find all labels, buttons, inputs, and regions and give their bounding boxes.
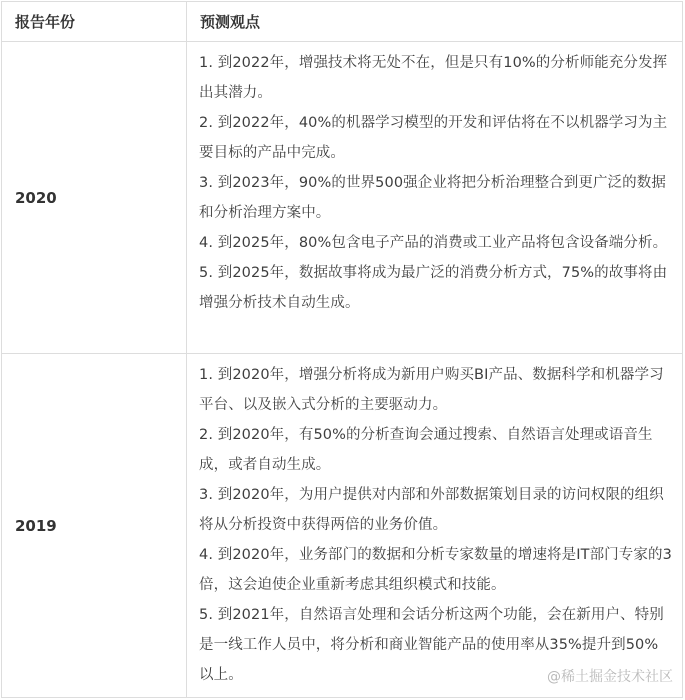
- watermark: @稀土掘金技术社区: [543, 666, 673, 686]
- table-row: [2, 42, 683, 354]
- prediction-item: 2. 到2022年，40%的机器学习模型的开发和评估将在不以机器学习为主要目标的产品中完成。: [199, 115, 668, 161]
- table-header-row: [2, 2, 683, 42]
- header-report-year: 报告年份: [2, 2, 187, 42]
- prediction-item: 5. 到2025年，数据故事将成为最广泛的消费分析方式，75%的故事将由增强分析技术自动生成。: [199, 265, 668, 311]
- prediction-item: 2. 到2020年，有50%的分析查询会通过搜索、自然语言处理或语音生成，或者自动生成。: [199, 427, 653, 473]
- prediction-item: 5. 到2021年，自然语言处理和会话分析这两个功能，会在新用户、特别是一线工作人员中，将分析和商业智能产品的使用率从35%提升到50%以上。: [199, 607, 664, 683]
- predictions-cell: [187, 354, 683, 698]
- header-predictions: 预测观点: [187, 2, 683, 42]
- year-cell: 2019: [2, 354, 187, 698]
- prediction-item: 1. 到2020年，增强分析将成为新用户购买BI产品、数据科学和机器学习平台、以及嵌入式分析的主要驱动力。: [199, 367, 664, 413]
- prediction-item: 3. 到2020年，为用户提供对内部和外部数据策划目录的访问权限的组织将从分析投资中获得两倍的业务价值。: [199, 487, 664, 533]
- prediction-item: 1. 到2022年，增强技术将无处不在，但是只有10%的分析师能充分发挥出其潜力。: [199, 55, 668, 101]
- prediction-item: 4. 到2025年，80%包含电子产品的消费或工业产品将包含设备端分析。: [199, 235, 668, 251]
- predictions-table: [1, 1, 683, 698]
- prediction-item: 4. 到2020年，业务部门的数据和分析专家数量的增速将是IT部门专家的3倍，这会迫使企业重新考虑其组织模式和技能。: [199, 547, 672, 593]
- year-cell: 2020: [2, 42, 187, 354]
- prediction-item: 3. 到2023年，90%的世界500强企业将把分析治理整合到更广泛的数据和分析治理方案中。: [199, 175, 666, 221]
- table-row: [2, 354, 683, 698]
- predictions-cell: [187, 42, 683, 354]
